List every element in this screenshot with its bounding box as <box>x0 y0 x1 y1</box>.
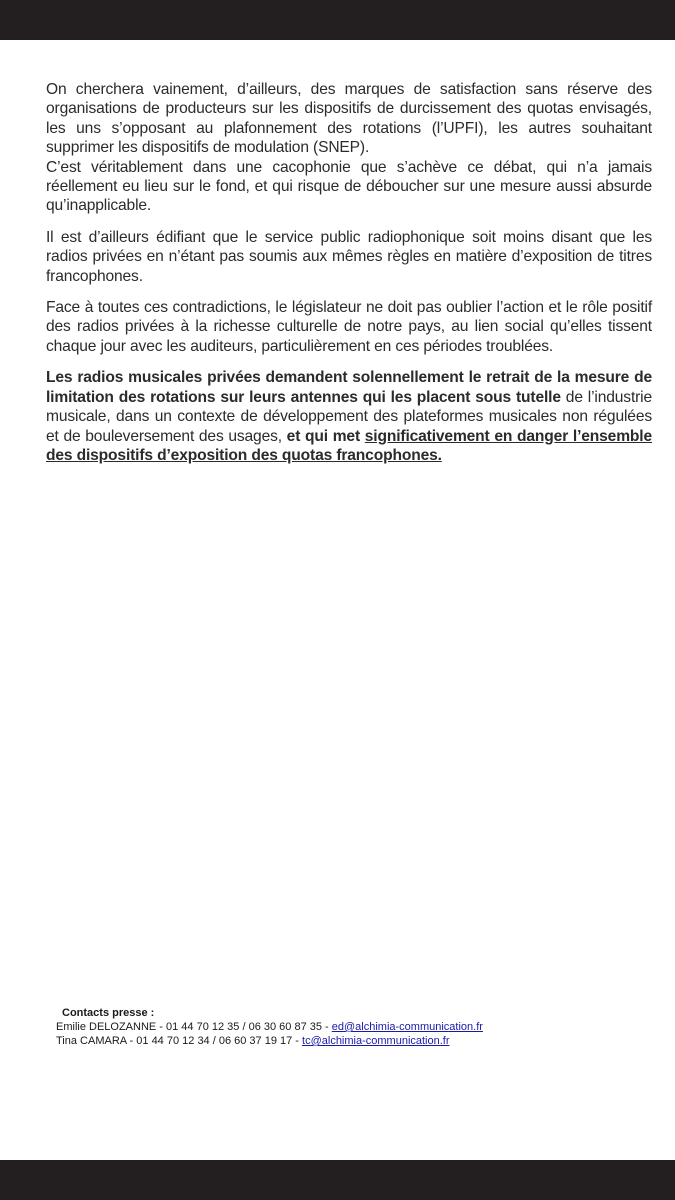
demand-bold-text: Les radios musicales privées demandent solennellement le retrait de la mesure de limitation des rotations sur leurs antennes qui les placent sous tutelle <box>46 369 652 406</box>
bottom-black-bar <box>0 1160 675 1200</box>
contact-line-emilie <box>56 1020 616 1034</box>
contact-emilie-email-link[interactable]: ed@alchimia-communication.fr <box>331 1021 483 1033</box>
paragraph-5 <box>46 368 652 465</box>
top-black-bar <box>0 0 675 40</box>
contact-line-tina <box>56 1034 616 1048</box>
demand-underlined-text: significativement en danger l’ensemble des dispositifs d’exposition des quotas francophones. <box>46 427 652 464</box>
press-contacts <box>56 1006 616 1048</box>
contact-tina-details: Tina CAMARA - 01 44 70 12 34 / 06 60 37 19 17 - <box>56 1035 303 1047</box>
contact-tina-email-link[interactable]: tc@alchimia-communication.fr <box>302 1035 450 1047</box>
paragraph-1: On cherchera vainement, d’ailleurs, des marques de satisfaction sans réserve des organisations de producteurs sur les dispositifs de durcissement des quotas envisagés, les uns s’opposant au plafonnement des rotations (l’UPFI), les autres souhaitant supprimer les dispositifs de modulation (SNEP). <box>46 81 652 157</box>
demand-bold-mid-text: et qui met <box>281 427 365 445</box>
contact-emilie-details: Emilie DELOZANNE - 01 44 70 12 35 / 06 30 60 87 35 - <box>56 1021 332 1033</box>
paragraph-2: C’est véritablement dans une cacophonie que s’achève ce débat, qui n’a jamais réellement eu lieu sur le fond, et qui risque de déboucher sur une mesure aussi absurde qu’inapplicable. <box>46 158 652 215</box>
contacts-title: Contacts presse : <box>62 1007 155 1019</box>
paragraph-4: Face à toutes ces contradictions, le législateur ne doit pas oublier l’action et le rôle positif des radios privées à la richesse culturelle de notre pays, au lien social qu’elles tissent chaque jour avec les auditeurs, particulièrement en ces périodes troublées. <box>46 299 652 355</box>
document-body <box>46 80 652 465</box>
paragraph-3: Il est d’ailleurs édifiant que le service public radiophonique soit moins disant que les radios privées en n’étant pas soumis aux mêmes règles en matière d’exposition de titres francophones. <box>46 228 652 285</box>
demand-normal-text: de l’industrie musicale, dans un contexte de développement des plateformes musicales non régulées et de bouleversement des usages, <box>46 388 653 445</box>
